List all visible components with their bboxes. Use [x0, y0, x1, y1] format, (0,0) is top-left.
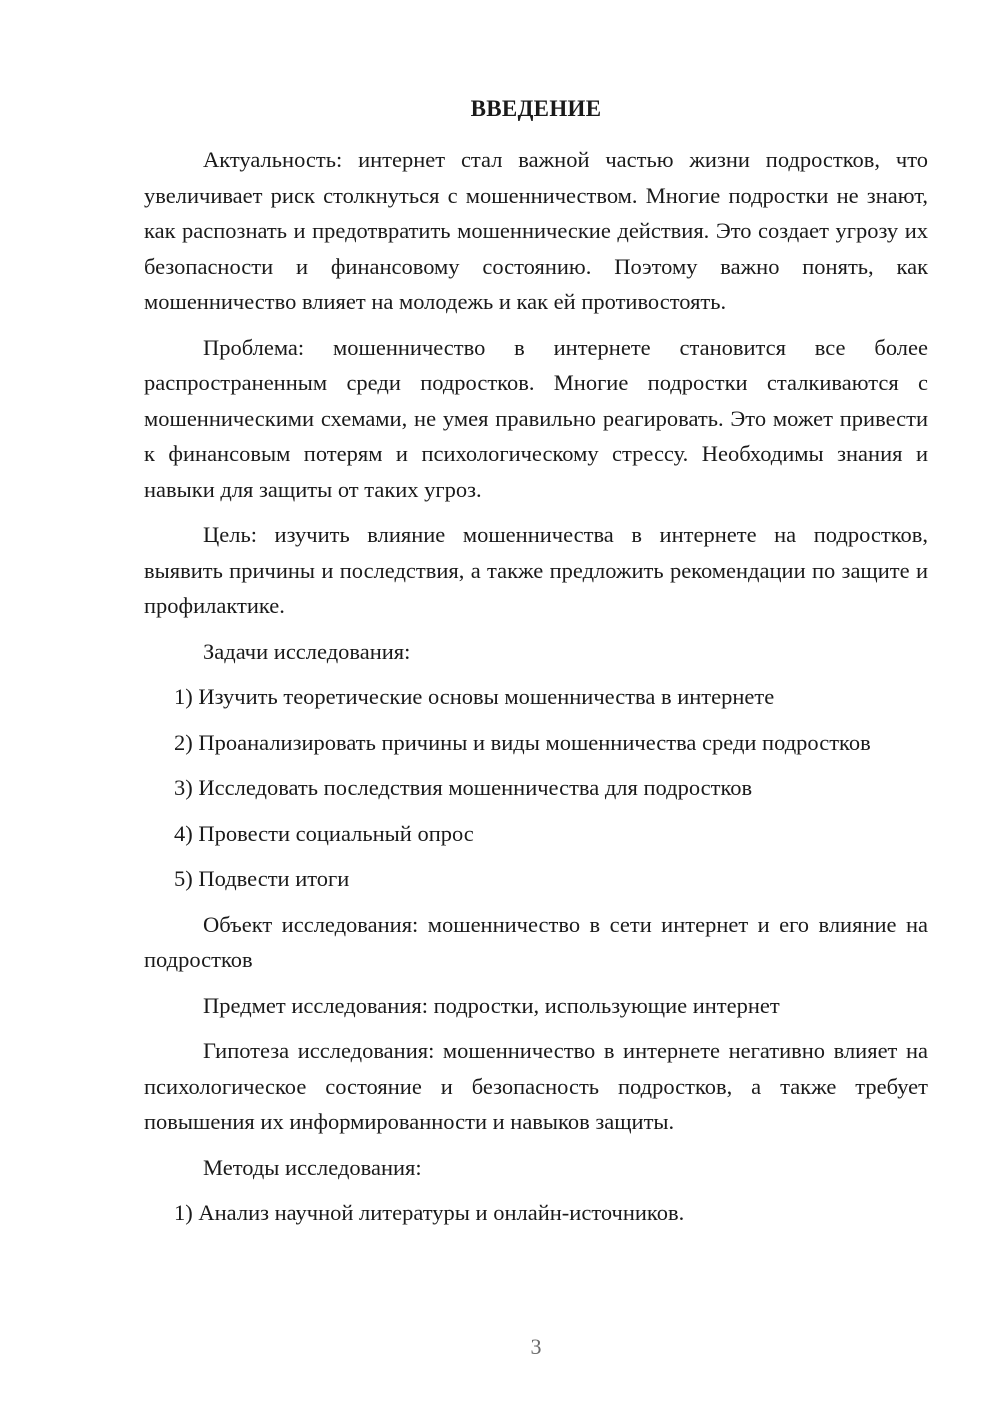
- tasks-heading: Задачи исследования:: [203, 638, 411, 664]
- method-item-1: 1) Анализ научной литературы и онлайн-источников.: [174, 1200, 685, 1225]
- task-item-5: 5) Подвести итоги: [174, 866, 350, 891]
- problem-paragraph: Проблема: мошенничество в интернете становится все более распространенным среди подростков. Многие подростки сталкиваются с мошенническими схемами, не умея правильно реагировать. Это может привести к финансовым потерям и психологическому стрессу. Необходимы знания и навыки для защиты от таких угроз.: [144, 334, 928, 502]
- hypothesis-paragraph: Гипотеза исследования: мошенничество в интернете негативно влияет на психологическое состояние и безопасность подростков, а также требует повышения их информированности и навыков защиты.: [144, 1038, 928, 1134]
- relevance-paragraph: Актуальность: интернет стал важной частью жизни подростков, что увеличивает риск столкнуться с мошенничеством. Многие подростки не знают, как распознать и предотвратить мошеннические действия. Это создает угрозу их безопасности и финансовому состоянию. Поэтому важно понять, как мошенничество влияет на молодежь и как ей противостоять.: [144, 147, 928, 314]
- document-body: [144, 142, 928, 1241]
- task-item-1: 1) Изучить теоретические основы мошенничества в интернете: [174, 684, 775, 709]
- task-item-4: 4) Провести социальный опрос: [174, 820, 474, 846]
- section-title: ВВЕДЕНИЕ: [470, 96, 602, 121]
- object-paragraph: Объект исследования: мошенничество в сети интернет и его влияние на подростков: [144, 911, 928, 972]
- methods-heading: Методы исследования:: [203, 1154, 422, 1180]
- task-item-3: 3) Исследовать последствия мошенничества для подростков: [174, 775, 753, 800]
- task-item-2: 2) Проанализировать причины и виды мошенничества среди подростков: [174, 729, 871, 755]
- goal-paragraph: Цель: изучить влияние мошенничества в интернете на подростков, выявить причины и последствия, а также предложить рекомендации по защите и профилактике.: [144, 522, 928, 618]
- subject-paragraph: Предмет исследования: подростки, использующие интернет: [203, 992, 780, 1018]
- page-number: 3: [530, 1334, 542, 1359]
